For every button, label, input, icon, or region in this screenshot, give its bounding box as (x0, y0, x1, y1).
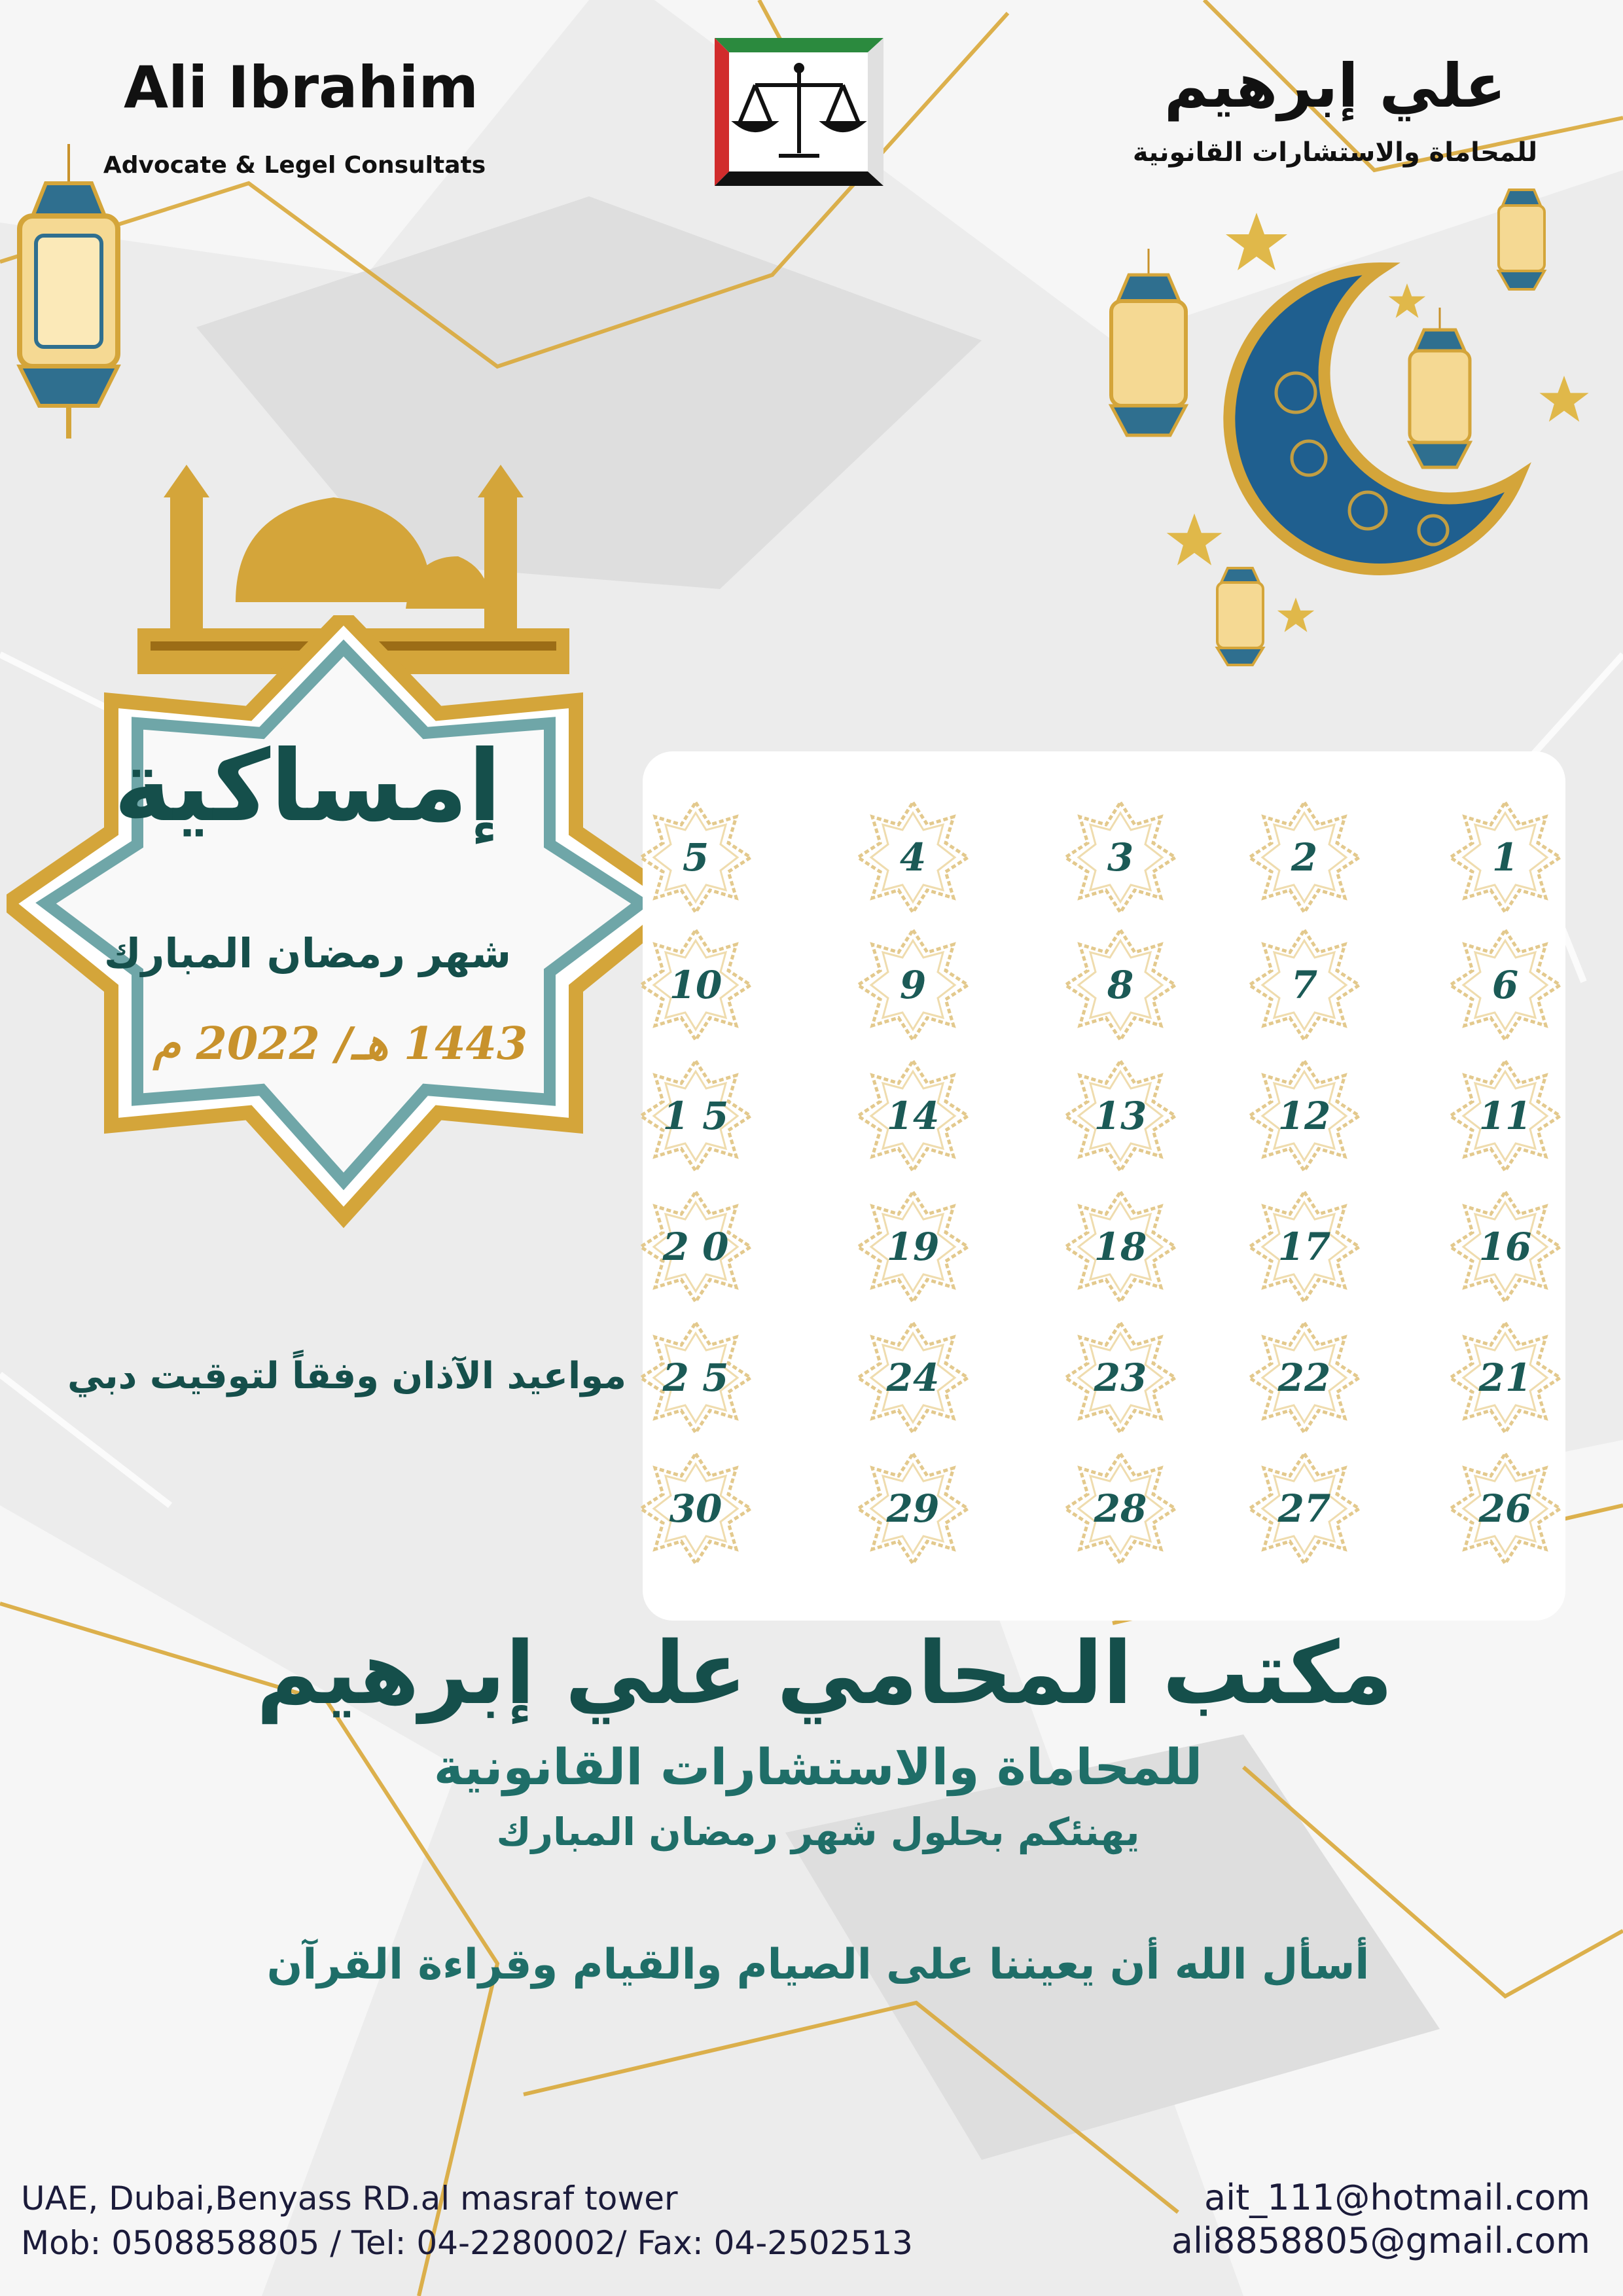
day-number: 11 (1478, 1094, 1532, 1138)
day-number: 10 (669, 963, 722, 1007)
footer-phones: Mob: 0508858805 / Tel: 04-2280002/ Fax: 04-2502513 (21, 2224, 913, 2262)
adhan-timing-note: مواعيد الآذان وفقاً لتوقيت دبي (67, 1355, 627, 1397)
day-number: 6 (1491, 963, 1519, 1007)
star-icon (1387, 281, 1427, 321)
day-cell (1446, 1450, 1564, 1568)
day-cell (1061, 798, 1179, 916)
lantern-icon (1492, 183, 1551, 301)
day-number: 2 (1291, 835, 1318, 880)
lantern-icon (1099, 249, 1198, 458)
brand-english-name: Ali Ibrahim (123, 54, 479, 121)
lantern-icon (7, 144, 131, 445)
day-number: 27 (1277, 1486, 1331, 1531)
crescent-moon-icon (1211, 262, 1538, 576)
day-cell (1061, 1057, 1179, 1175)
day-number: 19 (886, 1225, 940, 1269)
day-cell (637, 798, 755, 916)
day-cell (637, 1057, 755, 1175)
day-cell (1245, 1450, 1363, 1568)
logo-scales-of-justice-icon (715, 38, 883, 186)
day-cell (1446, 1057, 1564, 1175)
day-cell (1446, 1319, 1564, 1437)
day-number: 13 (1094, 1094, 1147, 1138)
imsakiya-year: 1443 هـ/ 2022 م (152, 1018, 528, 1070)
day-number: 2 0 (662, 1225, 729, 1269)
day-number: 30 (669, 1486, 722, 1531)
day-number: 14 (886, 1094, 940, 1138)
day-number: 1 (1491, 835, 1519, 880)
day-number: 29 (886, 1486, 940, 1531)
brand-arabic-subtitle: للمحاماة والاستشارات القانونية (1132, 137, 1538, 168)
day-cell (1245, 926, 1363, 1044)
day-number: 24 (886, 1355, 940, 1400)
day-cell (854, 1188, 972, 1306)
star-icon (1276, 596, 1315, 635)
imsakiya-subtitle: شهر رمضان المبارك (103, 929, 512, 977)
footer-email-gmail[interactable]: ali8858805@gmail.com (1171, 2220, 1590, 2261)
day-number: 26 (1478, 1486, 1532, 1531)
day-cell (1061, 926, 1179, 1044)
day-cell (637, 1319, 755, 1437)
day-cell (1245, 1188, 1363, 1306)
day-number: 2 5 (662, 1355, 729, 1400)
ramadan-greeting: يهنئكم بحلول شهر رمضان المبارك (496, 1810, 1140, 1854)
imsakiya-title: إمساكية (113, 730, 502, 844)
star-icon (1165, 511, 1224, 569)
brand-arabic-name: علي إبرهيم (1164, 51, 1507, 121)
day-cell (854, 798, 972, 916)
day-number: 17 (1277, 1225, 1331, 1269)
day-number: 16 (1478, 1225, 1532, 1269)
day-cell (1446, 1188, 1564, 1306)
day-cell (637, 1450, 755, 1568)
ramadan-calendar-card (643, 751, 1565, 1621)
office-subtitle: للمحاماة والاستشارات القانونية (433, 1738, 1203, 1796)
day-number: 4 (899, 835, 927, 880)
day-number: 1 5 (662, 1094, 729, 1138)
day-number: 8 (1107, 963, 1134, 1007)
day-number: 9 (899, 963, 927, 1007)
day-cell (1061, 1188, 1179, 1306)
day-cell (1245, 1319, 1363, 1437)
footer-email-hotmail[interactable]: ait_111@hotmail.com (1204, 2177, 1590, 2218)
star-icon (1538, 373, 1590, 425)
prayer-text: أسأل الله أن يعيننا على الصيام والقيام وقراءة القرآن (266, 1941, 1370, 1989)
day-cell (854, 926, 972, 1044)
day-cell (637, 926, 755, 1044)
office-name: مكتب المحامي علي إبرهيم (256, 1623, 1393, 1724)
lantern-icon (1400, 308, 1479, 484)
day-cell (1245, 1057, 1363, 1175)
day-cell (854, 1057, 972, 1175)
day-cell (1061, 1319, 1179, 1437)
day-number: 5 (682, 835, 709, 880)
day-cell (854, 1319, 972, 1437)
day-number: 7 (1291, 963, 1318, 1007)
day-cell (1446, 926, 1564, 1044)
day-cell (637, 1188, 755, 1306)
star-icon (1224, 209, 1289, 275)
footer-address: UAE, Dubai,Benyass RD.al masraf tower (21, 2179, 678, 2217)
lantern-icon (1211, 563, 1270, 674)
day-number: 21 (1478, 1355, 1532, 1400)
day-cell (1245, 798, 1363, 916)
day-number: 22 (1277, 1355, 1331, 1400)
day-number: 3 (1107, 835, 1134, 880)
day-cell (1446, 798, 1564, 916)
day-cell (854, 1450, 972, 1568)
day-number: 28 (1094, 1486, 1147, 1531)
brand-english-subtitle: Advocate & Legel Consultats (103, 152, 486, 179)
day-number: 23 (1094, 1355, 1147, 1400)
day-number: 18 (1094, 1225, 1147, 1269)
day-number: 12 (1277, 1094, 1331, 1138)
day-cell (1061, 1450, 1179, 1568)
